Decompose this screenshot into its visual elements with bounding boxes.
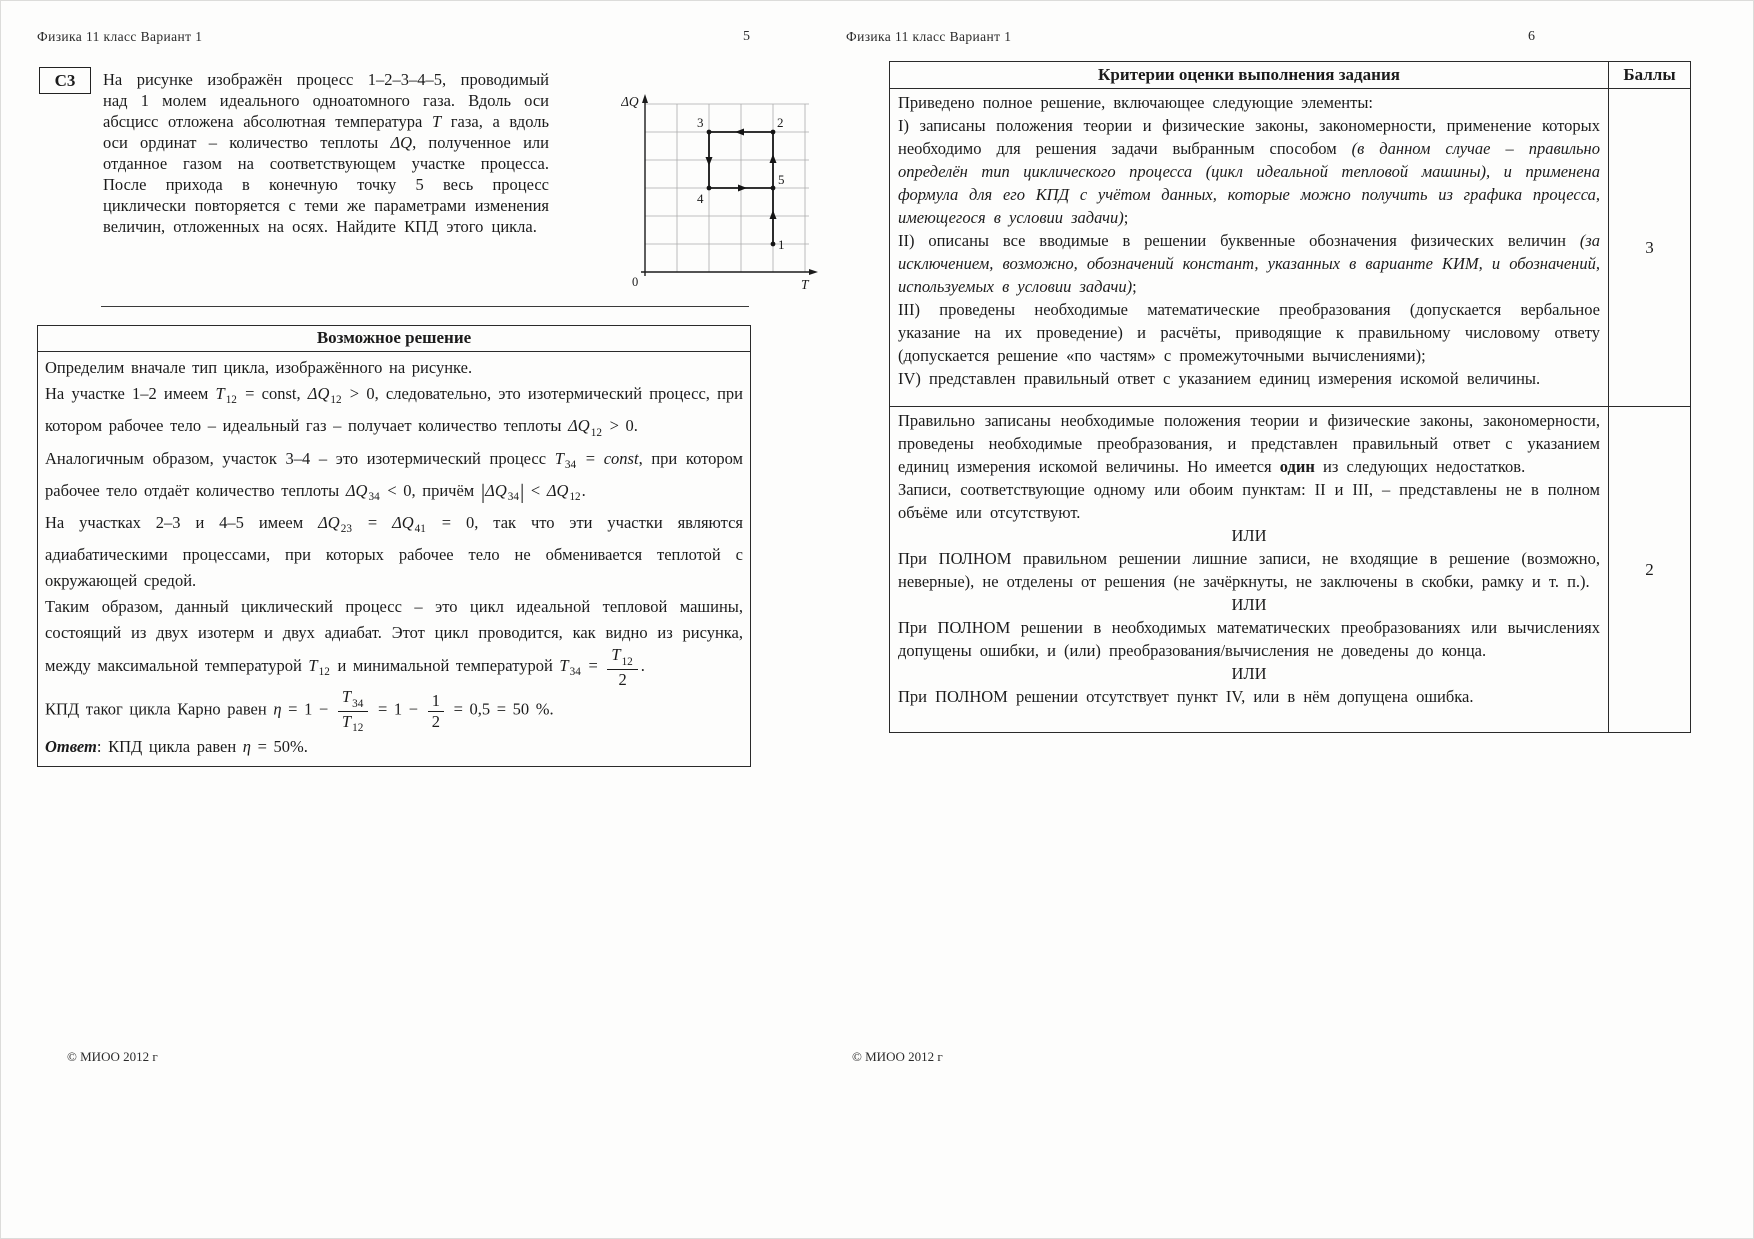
criterion-intro: Приведено полное решение, включающее следующие элементы: [898, 93, 1373, 112]
criterion-p3: При ПОЛНОМ правильном решении лишние записи, не входящие в решение (возможно, неверные), не отделены от решения (не зачёркнуты, не заключены в скобки, рамку и т. п.). [898, 549, 1600, 591]
solution-paragraph-4: На участках 2–3 и 4–5 имеем $\Delta Q_{23} = \Delta Q_{41} = 0$, так что эти участки являются адиабатическими процессами, при которых рабочее тело не обменивается теплотой с окружающей средой. [45, 513, 743, 591]
solution-title: Возможное решение [38, 326, 750, 352]
or-divider-2: ИЛИ [1231, 595, 1267, 614]
origin-label: 0 [632, 275, 639, 289]
cycle-point-1 [771, 242, 776, 247]
solution-box [37, 325, 751, 767]
cycle-point-3 [707, 130, 712, 135]
criteria-cell-full-solution [890, 89, 1609, 407]
x-axis-label: T [801, 277, 809, 292]
page-footer: © МИОО 2012 г [852, 1049, 943, 1064]
cycle-point-label-3: 3 [697, 115, 704, 130]
solution-paragraph-5: Таким образом, данный циклический процесс – это цикл идеальной тепловой машины, состоящий из двух изотерм и двух адиабат. Этот цикл проводится, как видно из рисунка, между максимальной температурой $T_{12}$ и минимальной температурой $T_{34}$ = $\frac{T_{12}}{2}$ . [45, 597, 743, 689]
cycle-point-label-5: 5 [778, 172, 785, 187]
cycle-point-label-1: 1 [778, 237, 785, 252]
solution-body [38, 352, 750, 766]
points-column-header: Баллы [1609, 62, 1691, 89]
criteria-table-header-row [890, 62, 1691, 89]
problem-divider [101, 306, 749, 307]
criterion-item-iii: III) проведены необходимые математические преобразования (допускается вербальное указание на их проведение) и расчёты, приводящие к правильному числовому ответу (допускается решение «по частям» с промежуточными вычислениями); [898, 300, 1600, 365]
y-axis-label: ΔQ [621, 94, 639, 109]
solution-paragraph-1: Определим вначале тип цикла, изображённого на рисунке. [45, 358, 473, 377]
criteria-cell-partial-solution [890, 407, 1609, 733]
criteria-table [889, 61, 1691, 733]
problem-text: На рисунке изображён процесс 1–2–3–4–5, проводимый над 1 молем идеального одноатомного газа. Вдоль оси абсцисс отложена абсолютная температура T газа, а вдоль оси ординат – количество теплоты ΔQ, полученное или отданное газом на соответствующем участке процесса. После прихода в конечную точку 5 весь процесс циклически повторяется с теми же параметрами изменения величин, отложенных на осях. Найдите КПД этого цикла. [103, 70, 549, 236]
problem-label: С3 [54, 70, 76, 90]
page-right [846, 1, 1706, 1239]
criterion-p4: При ПОЛНОМ решении в необходимых математических преобразованиях или вычислениях допущены ошибки, и (или) преобразования/вычисления не доведены до конца. [898, 618, 1600, 660]
figure-axes [641, 94, 818, 276]
criterion-item-iv: IV) представлен правильный ответ с указанием единиц измерения искомой величины. [898, 369, 1541, 388]
score-cell-2: 2 [1609, 407, 1691, 733]
solution-paragraph-6: КПД таког цикла Карно равен η = 1 − $\frac{T_{34}}{T_{12}}$ = 1 − $\frac{1}{2}$ = 0,5 = 50 %. [45, 687, 554, 735]
cycle-point-2 [771, 130, 776, 135]
page-header-title: Физика 11 класс Вариант 1 [37, 29, 203, 44]
criteria-column-header: Критерии оценки выполнения задания [890, 62, 1609, 89]
page-header-title: Физика 11 класс Вариант 1 [846, 29, 1012, 44]
cycle-diagram [621, 92, 825, 300]
problem-label-box [39, 67, 91, 94]
page-left [37, 1, 809, 1239]
criterion-item-i: I) записаны положения теории и физические законы, закономерности, применение которых необходимо для решения задачи выбранным способом (в данном случае – правильно определён тип циклического процесса (цикл идеальной тепловой машины), и применена формула для его КПД с учётом данных, которые можно получить из графика процесса, имеющегося в условии задачи); [898, 116, 1600, 227]
criterion-p1: Правильно записаны необходимые положения теории и физические законы, закономерности, проведены необходимые преобразования, и представлен правильный ответ с указанием единиц измерения искомой величины. Но имеется один из следующих недостатков. [898, 411, 1600, 476]
solution-answer: Ответ: КПД цикла равен η = 50%. [45, 737, 308, 757]
cycle-point-4 [707, 186, 712, 191]
score-cell-3: 3 [1609, 89, 1691, 407]
page-number: 5 [743, 29, 750, 44]
criteria-row-full-solution [890, 89, 1691, 407]
cycle-point-label-2: 2 [777, 115, 784, 130]
criteria-row-partial-solution [890, 407, 1691, 733]
or-divider-3: ИЛИ [1231, 664, 1267, 683]
solution-paragraph-2: На участке 1–2 имеем $T_{12}$ = const, $\Delta Q_{12} > 0$, следовательно, это изотермический процесс, при котором рабочее тело – идеальный газ – получает количество теплоты $\Delta Q_{12} > 0$. [45, 384, 744, 439]
criterion-item-ii: II) описаны все вводимые в решении буквенные обозначения физических величин (за исключением, возможно, обозначений констант, указанных в варианте КИМ, и обозначений, используемых в условии задачи); [898, 231, 1600, 296]
or-divider-1: ИЛИ [1231, 526, 1267, 545]
criterion-p2: Записи, соответствующие одному или обоим пунктам: II и III, – представлены не в полном объёме или отсутствуют. [898, 480, 1600, 522]
criterion-p5: При ПОЛНОМ решении отсутствует пункт IV, или в нём допущена ошибка. [898, 687, 1474, 706]
page-number: 6 [1528, 29, 1535, 44]
cycle-figure [621, 92, 825, 300]
page-footer: © МИОО 2012 г [67, 1049, 158, 1064]
cycle-point-5 [771, 186, 776, 191]
cycle-point-label-4: 4 [697, 191, 704, 206]
solution-paragraph-3: Аналогичным образом, участок 3–4 – это изотермический процесс $T_{34}$ = const, при котором рабочее тело отдаёт количество теплоты $\Delta Q_{34} < 0$, причём $|\Delta Q_{34}| < \Delta Q_{12}$. [45, 448, 743, 504]
